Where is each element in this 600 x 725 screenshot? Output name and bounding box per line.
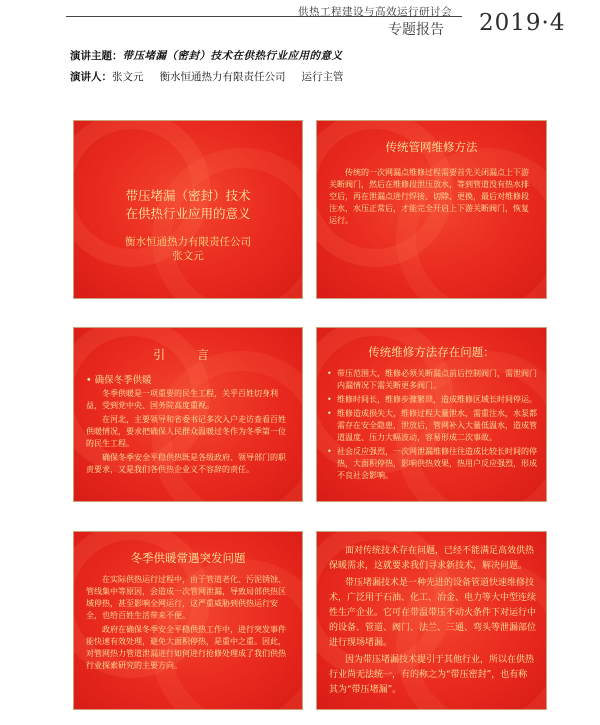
slide-paragraph: 确保冬季安全平稳供热既是各级政府、领导部门的职责要求，又是我们各供热企业义不容辞的责任。	[86, 453, 286, 474]
list-item: • 维修造成损失大，维修过程大量泄水，需重注水，水泵都需存在安全隐患，泄放后，管网补入大量低温水，造成管道温度、压力大幅波动，容易形成二次事故。	[327, 408, 538, 444]
slide-heading: 传统管网维修方法	[385, 140, 478, 154]
speaker-name: 张文元	[112, 71, 144, 83]
talk-topic-line	[70, 48, 343, 63]
slide-paragraph: 面对传统技术存在问题，已经不能满足高效供热保暖需求，这就要求我们寻求新技术，解决问题。	[329, 546, 535, 571]
slide-problems	[316, 327, 547, 502]
slide-title	[73, 120, 303, 299]
slide-body	[329, 544, 536, 700]
topic-label: 演讲主题：	[70, 50, 123, 62]
slide-body	[86, 574, 292, 674]
list-item: • 维修时间长，维修步骤繁琐，造成维修区域长时间停运。	[327, 394, 538, 406]
slide-company	[74, 235, 302, 263]
slide-paragraph: 政府在确保冬季安全平稳供热工作中，进行突发事件能快速有效处理，避免大面积停热，是重中之重。因此，对管网热力管道泄漏进行如何进行抢修处理成了我们供热行业探索研究的主要方向。	[86, 625, 286, 670]
section-label: 专题报告	[388, 22, 444, 38]
speaker-label: 演讲人：	[70, 71, 112, 83]
slide-traditional-method	[316, 120, 547, 299]
slide-new-technology	[316, 531, 547, 710]
slide-subheading: • 确保冬季供暖	[86, 375, 152, 386]
slide-title-text	[74, 187, 302, 223]
slide-title-line-2: 在供热行业应用的意义	[125, 206, 251, 221]
subheading-text: 确保冬季供暖	[94, 375, 152, 386]
slide-paragraph: 冬季供暖是一项重要的民生工程，关乎百姓切身利益，受到党中央、国务院高度重视。	[86, 389, 278, 410]
speaker-line	[70, 69, 344, 84]
presenter-name: 张文元	[172, 250, 204, 262]
slide-paragraph: 传统的一次网漏点维修过程需要首先关闭漏点上下游关断阀门，然后在维修段泄压放水，等到管道没有热水排空后，再在泄漏点进行焊接、切除、更换，最后对维修段注水，水压正常后，才能完全开启上下游关断阀门，恢复运行。	[329, 168, 529, 225]
slide-title-line-1: 带压堵漏（密封）技术	[125, 188, 251, 203]
slide-body	[327, 368, 538, 484]
slide-paragraph: 在河北，主要领导和省委书记多次入户走访查看百姓供暖情况，要求把确保人民群众温暖过冬作为冬季第一位的民生工程。	[86, 415, 286, 448]
conference-name: 供热工程建设与高效运行研讨会	[298, 6, 452, 18]
speaker-role: 运行主管	[301, 71, 344, 83]
speaker-org: 衡水恒通热力有限责任公司	[159, 71, 286, 83]
slide-heading: 引 言	[153, 348, 223, 362]
list-item: • 带压范围大，维修必须关断漏点前后控制阀门，需泄阀门内漏情况下需关断更多阀门。	[327, 368, 538, 392]
company-name: 衡水恒通热力有限责任公司	[125, 236, 251, 248]
slide-paragraph: 因为带压堵漏技术提引于其他行业，所以在供热行业尚无法统一，有的称之为“带压密封”，也有称其为“带压堵漏”。	[329, 655, 535, 695]
slide-heading: 传统维修方法存在问题：	[368, 345, 495, 359]
issue-number: 2019·4	[479, 10, 566, 36]
list-item: • 社会反应强烈，一次网泄漏维修往往造成比较长时间的停热，大面积停热，影响供热效果，热用户反应强烈，形成不良社会影响。	[327, 446, 538, 482]
slide-body	[86, 388, 292, 478]
talk-topic: 带压堵漏（密封）技术在供热行业应用的意义	[122, 50, 343, 62]
slide-winter-issues	[73, 531, 303, 710]
slide-heading: 冬季供暖常遇突发问题	[130, 551, 246, 565]
slide-paragraph: 在实际供热运行过程中，由于管道老化、污泥锈蚀、管线集中等原因，会造成一次管网泄漏，导致局部供热区域停热，甚至影响全网运行，这严重威胁到供热运行安全，也给百姓生活带来不便。	[86, 575, 286, 620]
slide-paragraph: 带压堵漏技术是一种先进的设备管道快速维修技术，广泛用于石油、化工、冶金、电力等大中型连续性生产企业。它可在带温带压不动火条件下对运行中的设备、管道、阀门、法兰、三通、弯头等泄漏部位进行现场堵漏。	[329, 578, 537, 648]
slide-body	[329, 167, 534, 229]
slide-introduction	[73, 327, 303, 502]
